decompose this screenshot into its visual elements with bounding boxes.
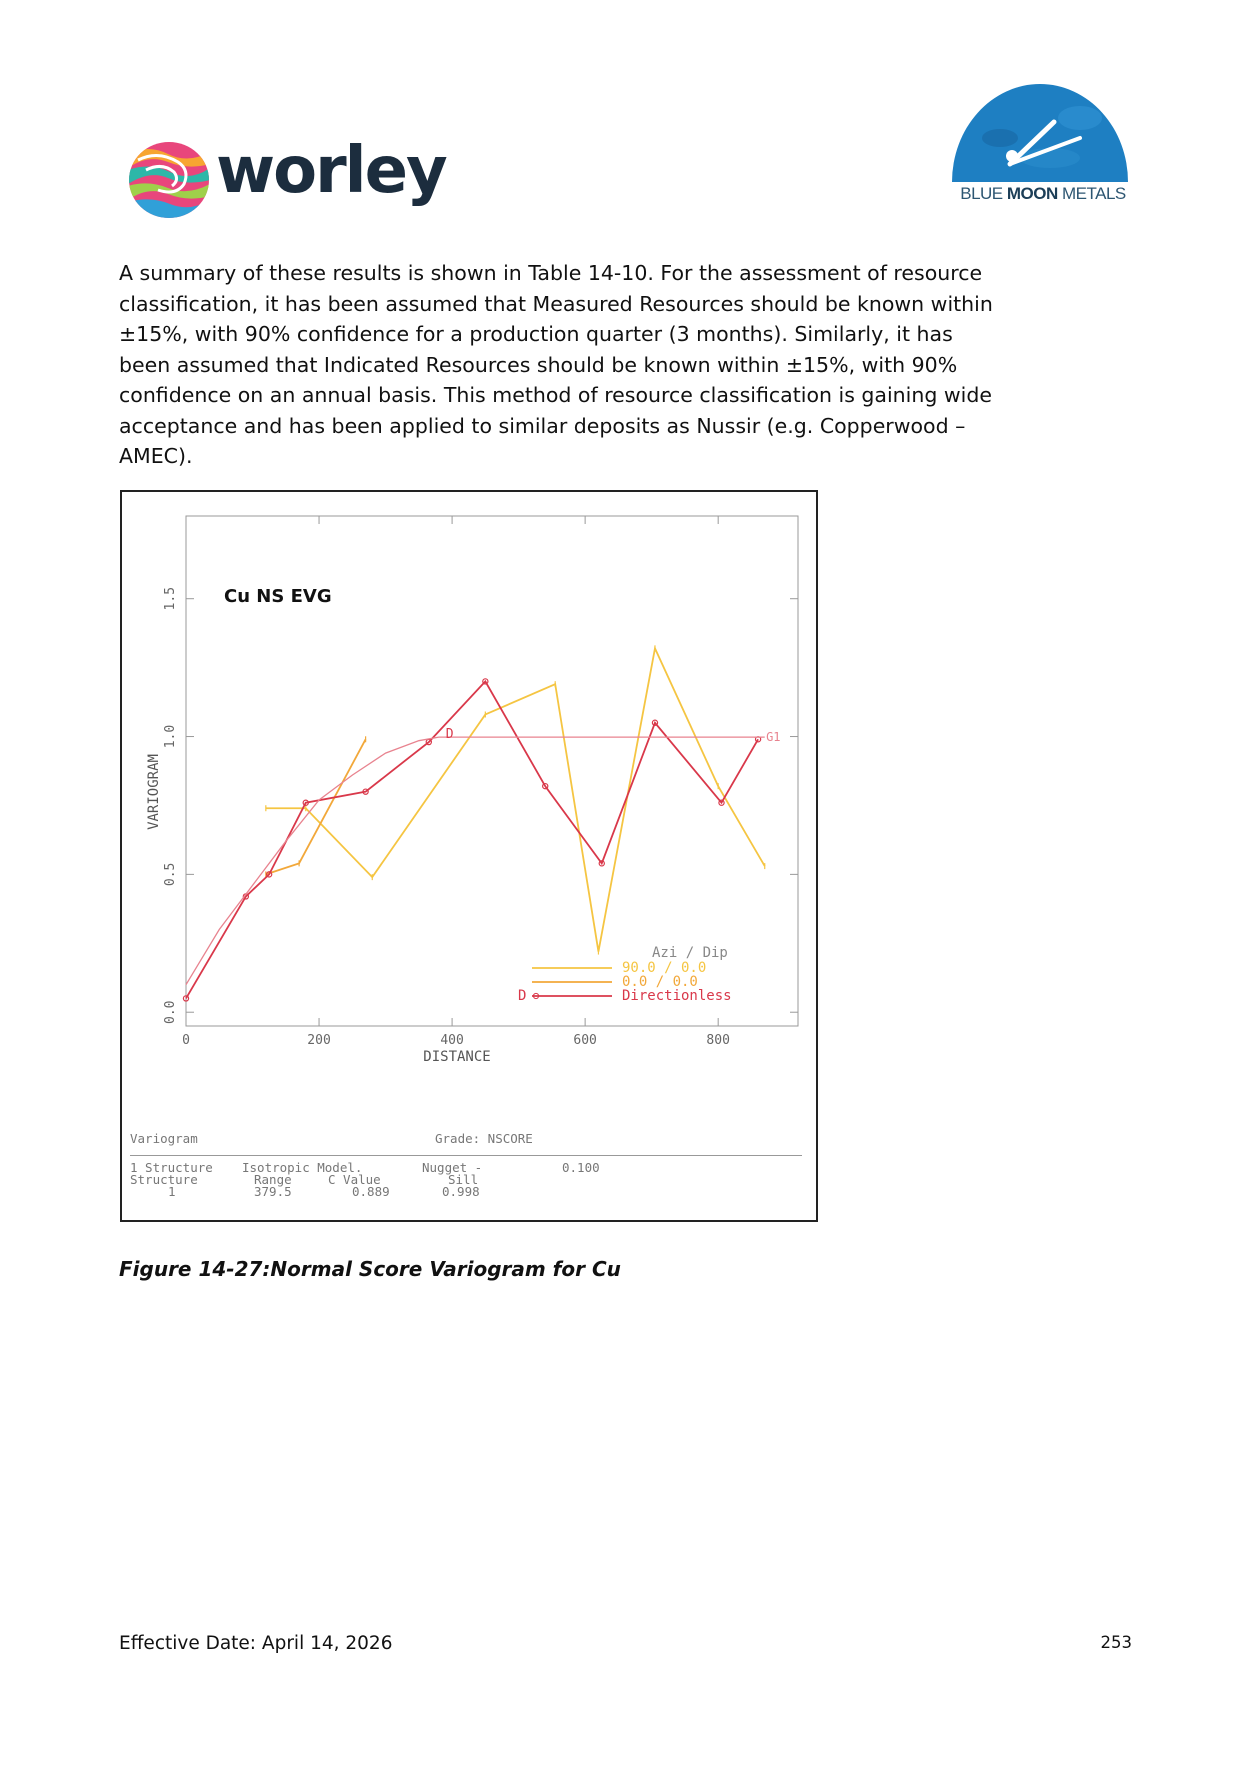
x-tick-label: 600 xyxy=(573,1033,597,1048)
x-tick-label: 0 xyxy=(182,1033,190,1048)
summary-paragraph xyxy=(119,258,1119,472)
legend-entry: Directionless xyxy=(622,988,732,1004)
paragraph-line: confidence on an annual basis. This method of resource classification is gaining wide xyxy=(119,383,992,407)
legend-header: Azi / Dip xyxy=(652,945,728,961)
x-tick-label: 400 xyxy=(440,1033,464,1048)
paragraph-line: AMEC). xyxy=(119,444,193,468)
worley-logo xyxy=(128,134,458,220)
effective-date: Effective Date: April 14, 2026 xyxy=(119,1633,393,1654)
param-cell: C Value xyxy=(328,1172,381,1187)
series-line-0 xyxy=(266,648,765,951)
variogram-figure xyxy=(120,490,818,1222)
param-cell: 379.5 xyxy=(254,1184,292,1199)
worley-wordmark: worley xyxy=(216,134,446,208)
param-cell: Isotropic Model. xyxy=(242,1160,363,1175)
param-cell: 0.998 xyxy=(442,1184,480,1199)
paragraph-line: been assumed that Indicated Resources should be known within ±15%, with 90% xyxy=(119,352,958,377)
paragraph-line: A summary of these results is shown in Table 14-10. For the assessment of resource xyxy=(119,261,983,285)
param-cell: Sill xyxy=(448,1172,479,1187)
legend-marker-label: D xyxy=(518,988,527,1004)
param-cell: 1 Structure xyxy=(130,1160,213,1175)
annotation-g1: G1 xyxy=(766,730,781,745)
param-cell: Structure xyxy=(130,1172,198,1187)
variogram-label: Variogram xyxy=(130,1131,198,1146)
figure-caption: Figure 14-27:Normal Score Variogram for Cu xyxy=(119,1257,621,1281)
y-tick-label: 1.5 xyxy=(163,586,178,611)
y-axis-title: VARIOGRAM xyxy=(146,754,162,830)
param-cell: Range xyxy=(254,1172,292,1187)
variogram-parameters xyxy=(130,1132,810,1212)
page-number: 253 xyxy=(1100,1633,1132,1652)
param-cell: 0.889 xyxy=(352,1184,390,1199)
worley-swirl-icon xyxy=(128,140,210,220)
variogram-chart xyxy=(122,492,816,1092)
x-tick-label: 800 xyxy=(706,1033,730,1048)
x-tick-label: 200 xyxy=(307,1033,331,1048)
legend-entry: 90.0 / 0.0 xyxy=(622,960,707,976)
divider xyxy=(130,1155,802,1156)
legend-entry: 0.0 / 0.0 xyxy=(622,974,698,990)
y-tick-label: 1.0 xyxy=(163,724,178,749)
blue-moon-metals-logo xyxy=(940,78,1146,210)
y-tick-label: 0.5 xyxy=(163,862,178,887)
moon-dome-icon xyxy=(950,78,1130,182)
param-cell: 1 xyxy=(168,1184,176,1199)
paragraph-line: acceptance and has been applied to similar deposits as Nussir (e.g. Copperwood – xyxy=(119,413,966,438)
grade-label: Grade: NSCORE xyxy=(435,1131,533,1146)
x-axis-title: DISTANCE xyxy=(423,1049,491,1065)
paragraph-line: classification, it has been assumed that Measured Resources should be known within xyxy=(119,291,993,316)
y-tick-label: 0.0 xyxy=(163,1000,178,1024)
param-cell: 0.100 xyxy=(562,1160,600,1175)
blue-moon-metals-wordmark: BLUE MOON METALS xyxy=(960,184,1126,203)
paragraph-line: ±15%, with 90% confidence for a production quarter (3 months). Similarly, it has xyxy=(119,322,953,346)
annotation-d: D xyxy=(445,726,454,742)
chart-title: Cu NS EVG xyxy=(224,586,332,607)
param-cell: Nugget - xyxy=(422,1160,483,1175)
